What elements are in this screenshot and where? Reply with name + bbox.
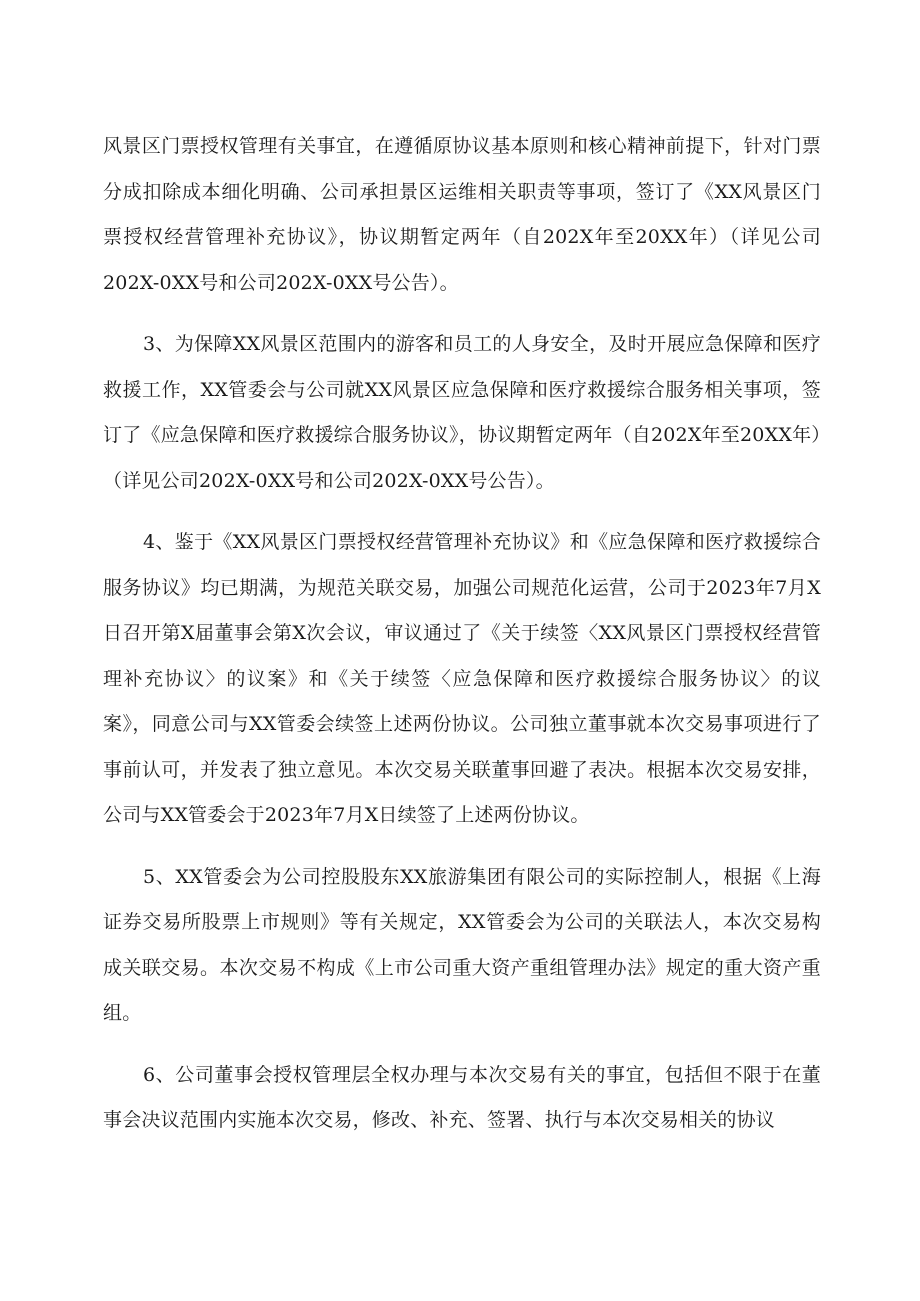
paragraph-item-6: 6、公司董事会授权管理层全权办理与本次交易有关的事宜，包括但不限于在董事会决议范围内实施本次交易，修改、补充、签署、执行与本次交易相关的协议 (103, 1063, 821, 1131)
paragraph-item-4: 4、鉴于《XX风景区门票授权经营管理补充协议》和《应急保障和医疗救援综合服务协议》均已期满，为规范关联交易，加强公司规范化运营，公司于2023年7月X日召开第X届董事会第X次会议，审议通过了《关于续签〈XX风景区门票授权经营管理补充协议〉的议案》和《关于续签〈应急保障和医疗救援综合服务协议〉的议案》，同意公司与XX管委会续签上述两份协议。公司独立董事就本次交易事项进行了事前认可，并发表了独立意见。本次交易关联董事回避了表决。根据本次交易安排，公司与XX管委会于2023年7月X日续签了上述两份协议。 (103, 531, 821, 826)
paragraph-spacer (103, 306, 821, 322)
paragraph-item-5: 5、XX管委会为公司控股股东XX旅游集团有限公司的实际控制人，根据《上海证券交易所股票上市规则》等有关规定，XX管委会为公司的关联法人，本次交易构成关联交易。本次交易不构成《上市公司重大资产重组管理办法》规定的重大资产重组。 (103, 865, 821, 1024)
paragraph-spacer (103, 1037, 821, 1053)
paragraph-spacer (103, 839, 821, 855)
paragraph-continued: 风景区门票授权管理有关事宜，在遵循原协议基本原则和核心精神前提下，针对门票分成扣除成本细化明确、公司承担景区运维相关职责等事项，签订了《XX风景区门票授权经营管理补充协议》，协议期暂定两年（自202X年至20XX年）（详见公司202X-0XX号和公司202X-0XX号公告）。 (103, 135, 821, 294)
paragraph-item-3: 3、为保障XX风景区范围内的游客和员工的人身安全，及时开展应急保障和医疗救援工作，XX管委会与公司就XX风景区应急保障和医疗救援综合服务相关事项，签订了《应急保障和医疗救援综合服务协议》，协议期暂定两年（自202X年至20XX年）（详见公司202X-0XX号和公司202X-0XX号公告）。 (103, 333, 821, 492)
paragraph-spacer (103, 504, 821, 520)
document-body (103, 124, 821, 1144)
